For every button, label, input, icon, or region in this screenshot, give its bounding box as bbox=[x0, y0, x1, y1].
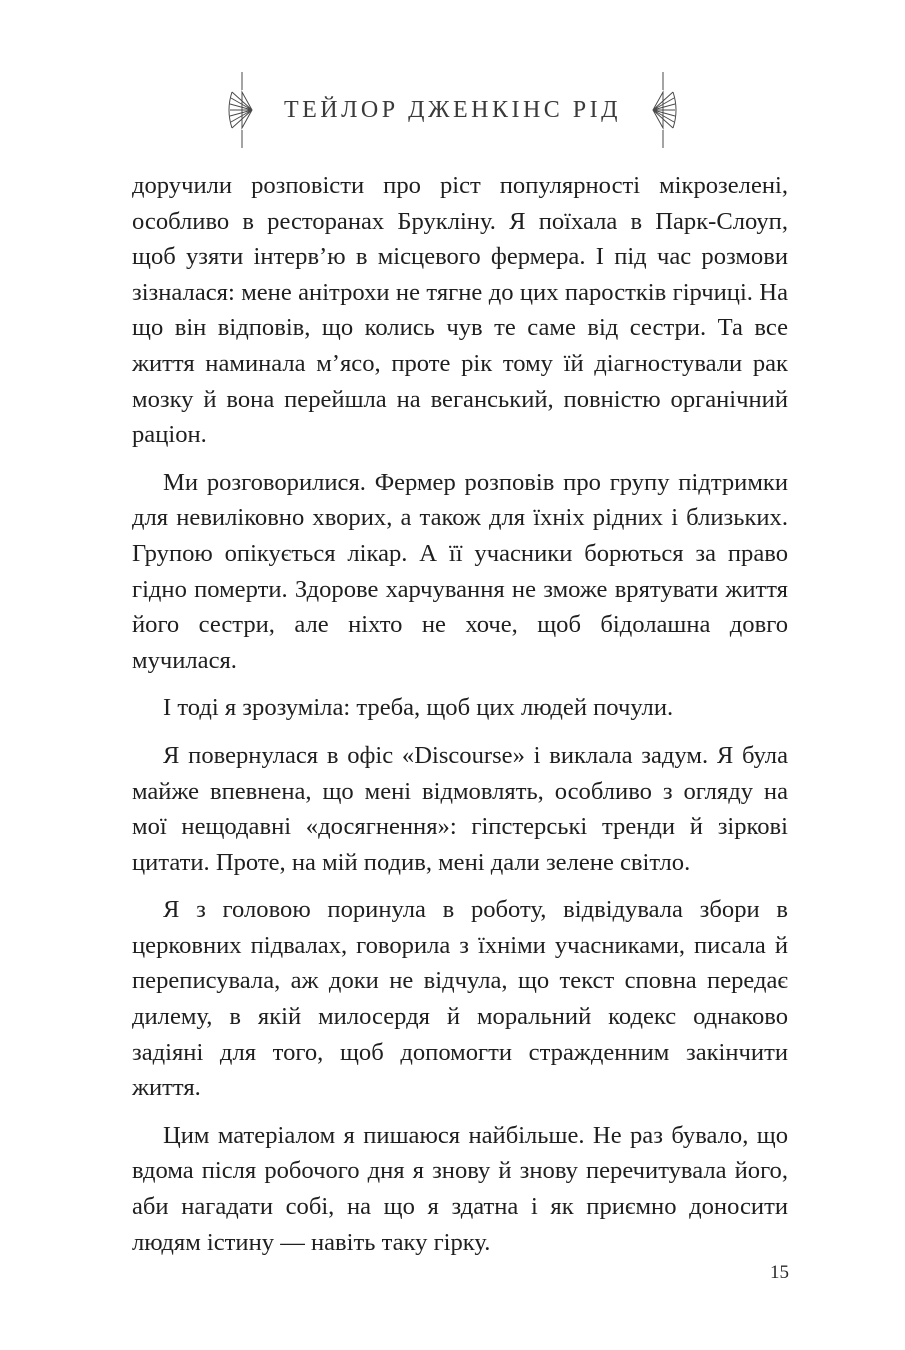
body-text bbox=[132, 168, 788, 1272]
paragraph-5: Я з головою поринула в роботу, відвідувала збори в церковних підвалах, говорила з їхніми учасниками, писала й переписувала, аж доки не відчула, що текст сповна передає дилему, в якій милосердя й моральний кодекс однаково задіяні для того, щоб допомогти стражденним закінчити життя. bbox=[132, 896, 788, 1102]
running-title: ТЕЙЛОР ДЖЕНКІНС РІД bbox=[283, 96, 622, 123]
fan-ornament-left-icon bbox=[228, 70, 256, 150]
paragraph-2: Ми розговорилися. Фермер розповів про групу підтримки для невиліковно хворих, а також для їхніх рідних і близьких. Групою опікується лікар. А її учасники борються за право гідно померти. Здорове харчування не зможе врятувати життя його сестри, але ніхто не хоче, щоб бідолашна довго мучилася. bbox=[132, 468, 788, 674]
paragraph-6: Цим матеріалом я пишаюся найбільше. Не раз бувало, що вдома після робочого дня я знову й знову перечитувала його, аби нагадати собі, на що я здатна і як приємно доносити людям істину — навіть таку гірку. bbox=[132, 1121, 788, 1256]
running-header bbox=[0, 70, 905, 150]
paragraph-1: доручили розповісти про ріст популярності мікрозелені, особливо в ресторанах Брукліну. Я поїхала в Парк-Слоуп, щоб узяти інтерв’ю в місцевого фермера. І під час розмови зізналася: мене анітрохи не тягне до цих паростків гірчиці. На що він відповів, що колись чув те саме від сестри. Та все життя наминала м’ясо, проте рік тому їй діагностували рак мозку й вона перейшла на веганський, повністю органічний раціон. bbox=[132, 172, 788, 449]
fan-ornament-right-icon bbox=[649, 70, 677, 150]
paragraph-4: Я повернулася в офіс «Discourse» і виклала задум. Я була майже впевнена, що мені відмовлять, особливо з огляду на мої нещодавні «досягнення»: гіпстерські тренди й зіркові цитати. Проте, на мій подив, мені дали зелене світло. bbox=[132, 741, 788, 876]
page-number: 15 bbox=[770, 1262, 789, 1283]
paragraph-3: І тоді я зрозуміла: треба, щоб цих людей почули. bbox=[163, 694, 674, 722]
